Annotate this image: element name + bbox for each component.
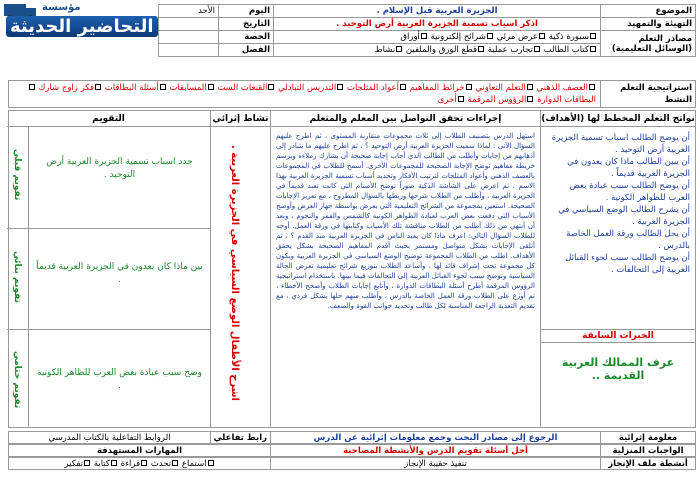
- objective-item: أن يشرح الطالب الوضع السياسي في الجزيرة العربية .: [558, 205, 690, 227]
- objectives-column: [540, 111, 695, 427]
- header-table: [8, 4, 696, 57]
- objective-item: أن يحل الطالب ورقة العمل الخاصة بالدرس .: [566, 229, 690, 251]
- class-value[interactable]: [159, 44, 219, 57]
- sources-row-2: كتاب الطالب تجارب عملية قطع الورق والملفين نشاط: [274, 44, 601, 57]
- objectives-header: نواتج التعلم المخطط لها (الأهداف): [541, 111, 695, 127]
- strategy-label: استراتيجية التعلم النشط: [600, 81, 695, 107]
- info-label: معلومة إثرائية: [600, 432, 695, 443]
- eval-type-final: تقويم ختامي: [12, 351, 22, 409]
- activity-text: اشرح الأطفال الوضع السياسي في الجزيرة العربية .: [229, 145, 240, 401]
- day-value: الأحد: [159, 5, 219, 18]
- objective-item: أن يوضح الطالب سبب عبادة بعض العرب للظواهر الكونية .: [569, 181, 690, 203]
- eval-type-formative: تقويم بنائي: [12, 251, 22, 303]
- procedures-header: إجراءات تحقق التواصل بين المعلم والمتعلم: [271, 111, 540, 127]
- date-value[interactable]: [159, 18, 219, 31]
- link-text[interactable]: الروابط التفاعلية بالكتاب المدرسي: [48, 433, 171, 443]
- subject-label: الموضوع: [601, 5, 696, 18]
- objectives-list: [541, 129, 695, 279]
- homework-text: أحل أسئلة تقويم الدرس والأنشطة المصاحبة: [270, 445, 600, 456]
- strategy-options: العصف الذهني التعلم التعاوني خرائط المفاهيم أعواد المثلجات التدريس التبادلي القبعات الست المسابقات أسئلة البطاقات فكر زاوج شارك البطاقات الدوارة الرؤوس المرقمة أخرى: [9, 81, 600, 107]
- eval-question-formative: بين ماذا كان يعدون في الجزيرة العربية قديماً .: [36, 262, 203, 285]
- prior-text: عرف الممالك العربية القديمة ..: [561, 356, 675, 382]
- period-label: الحصة: [219, 31, 274, 44]
- period-value[interactable]: [159, 31, 219, 44]
- intro-text: اذكر اسباب تسمية الجزيرة العربية أرض التوحيد .: [274, 18, 601, 31]
- portfolio-text: تنفيذ حقيبة الإنجاز: [270, 458, 600, 469]
- eval-question-final: وضح سبب عبادة بعض العرب للظاهر الكونية .: [37, 368, 202, 391]
- sources-label: مصادر التعلم (الوسائل التعليمية): [601, 31, 696, 57]
- link-label: رابط تفاعلي: [210, 432, 270, 443]
- objective-item: أن يوضح الطالب سبب لجوء القبائل العربية إلى التحالفات .: [565, 253, 690, 275]
- logo-title: التحاضير الحديثة: [6, 16, 158, 37]
- eval-question-pre: حدد اسباب تسمية الجزيرة العربية أرض التوحيد .: [46, 157, 193, 180]
- lesson-title: الجزيرة العربية قبل الإسلام .: [274, 5, 601, 18]
- logo-small-text: مؤسسة: [42, 2, 81, 13]
- strategy-row: [8, 80, 696, 108]
- skills-options: استماع تحدث قراءة كتابة تفكير: [9, 458, 270, 469]
- procedures-text: استهل الدرس بتصنيف الطلاب إلى ثلاث مجموعات متقاربة المستوى ، ثم اطرح عليهم السؤال الآتي : لماذا سميت الجزيرة العربية أرض التوحيد ؟ ، ثم اطرح عليهم ما يتبادر إلى أذهانهم من إجابات وأطلب من الطالب الذي أجاب إجابة صحيحة أن يشارك زملاءه ويرسم خريطة مفاهيم توضح الإجابة الصحيحة للمجموعات الأخرى. أسمح للطلاب في المجموعات بالعصف الذهني وأعواد المثلجات لترتيب الأفكار وتحديد أسباب تسمية الجزيرة العربية بهذا الاسم ، ثم اعرض على الشاشة الذكية صوراً توضح الأصنام التي كانت تعبد قديماً في الجزيرة العربية ، وأطلب من الطلاب شرحها وربطها بالسؤال المطروح ، مع تعزيز الإجابات الصحيحة. استعين بمجموعة من الشرائح التعليمية التي يعرض بواسطة جهاز العرض وأوضح الأسباب التي دفعت بعض العرب لعبادة الظواهر الكونية كالشمس والقمر والنجوم ، وبعد أن أنتهي من ذلك أطلب من الطلاب مناقشة تلك الأسباب وكتابتها في ورقة العمل. أوجه للطلاب السؤال التالي: اعرف ماذا كان يعبد الناس في الجزيرة العربية منذ القدم ؟ ، ثم أتلقى الإجابات بشكل متواصل ومستمر بحيث أقدم المفاهيم الصحيحة بشكل يحقق الأهداف. اطلب من الطلاب المجموعة توضيح الوضع السياسي في الجزيرة العربية ويكون كل مجموعة تحت إشراف قائد لها ، وأساعد الطلاب بتوزيع شرائح تعليمية تعرض الحالة السياسية وتوضح سبب لجوء القبائل العربية إلى التحالفات فيما بينها. باستخدام استراتيجية الرؤوس المرقمة أطرح أسئلة البطاقات الدوارة ، وأتابع إجابات الطلاب وأصحح الأخطاء ، ثم أوزع على الطلاب ورقة العمل الخاصة بالدرس ، وأطلب منهم حلها بشكل فردي ، مع تقديم التغذية الراجعة المناسبة لكل طالب وتحديد جوانب القوة والضعف.: [276, 132, 535, 310]
- day-label: اليوم: [219, 5, 274, 18]
- footer-row-3: [8, 457, 696, 470]
- homework-label: الواجبات المنزلية: [600, 445, 695, 456]
- objective-item: أن يبين الطالب ماذا كان يعدون في الجزيرة العربية قديماً .: [567, 157, 690, 179]
- class-label: الفصل: [219, 44, 274, 57]
- evaluation-column: [7, 111, 210, 427]
- portfolio-label: أنشطة ملف الإنجاز: [600, 458, 695, 469]
- eval-type-pre: تقويم قبلي: [12, 149, 22, 201]
- sources-row-1: سبورة ذكية عرض مرئي شرائح إلكترونية أوراق: [274, 31, 601, 44]
- procedures-column: [270, 111, 540, 427]
- intro-label: التهيئة والتمهيد: [601, 18, 696, 31]
- footer-row-1: [8, 431, 696, 444]
- evaluation-header: التقويم: [7, 111, 210, 127]
- objective-item: أن يوضح الطالب اسباب تسمية الجزيرة العربية أرض التوحيد .: [551, 133, 690, 155]
- lesson-plan-grid: [8, 110, 696, 428]
- skills-label: المهارات المستهدفة: [96, 446, 183, 456]
- date-label: التاريخ: [219, 18, 274, 31]
- prior-label: الخبرات السابقة: [541, 329, 695, 343]
- info-text: الرجوع إلى مصادر البحث وجمع معلومات إثرائية عن الدرس: [270, 432, 600, 443]
- activity-column: [210, 111, 270, 427]
- activity-header: نشاط إثرائي: [211, 111, 270, 127]
- footer-row-2: [8, 444, 696, 457]
